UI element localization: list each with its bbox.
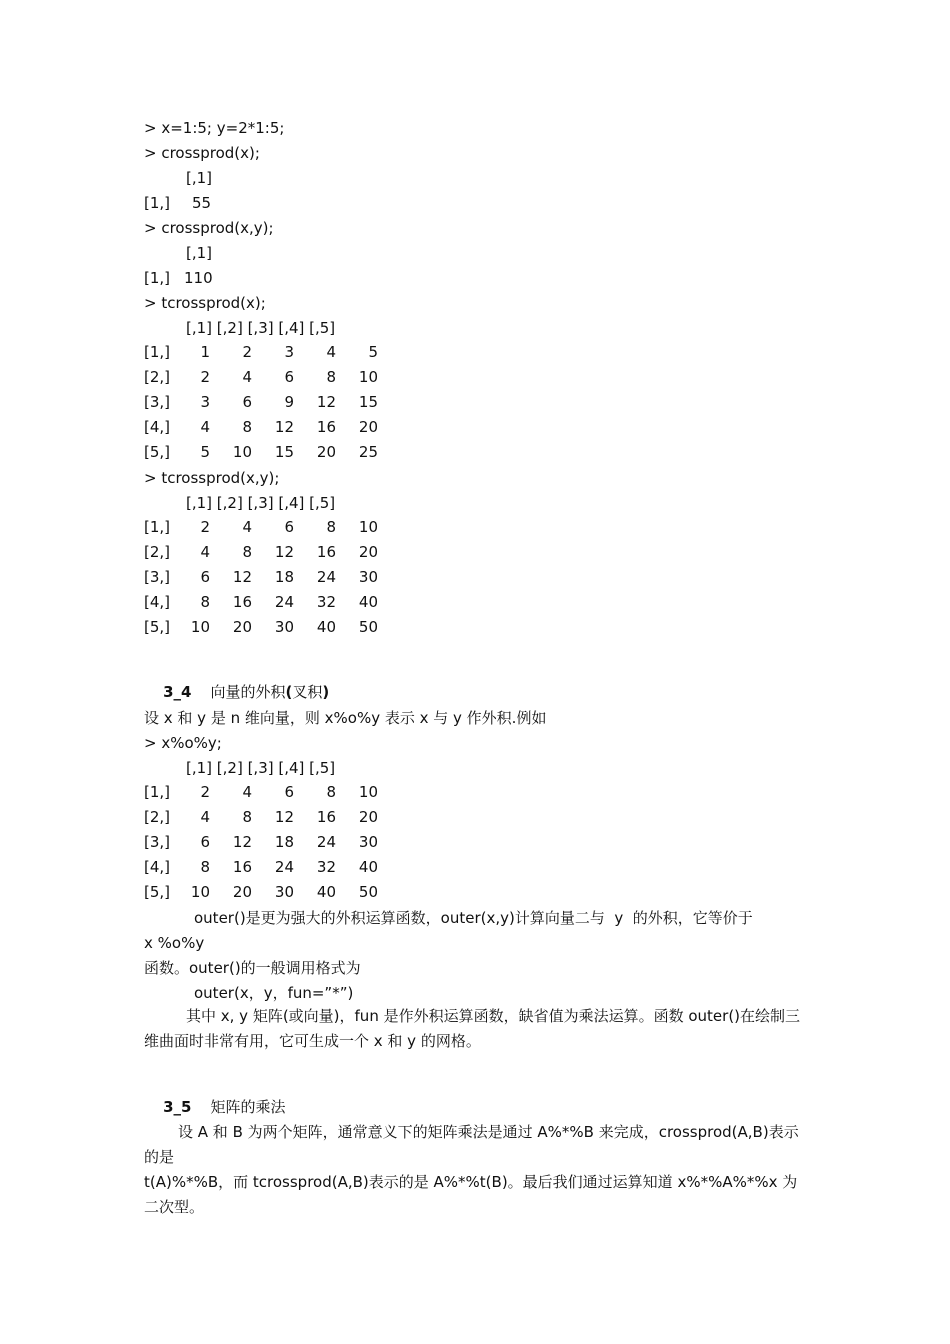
matrix-cell: 32 [316,858,336,876]
matrix-cell: 9 [284,393,294,411]
matrix-cell: 4 [200,808,210,826]
section-title: 矩阵的乘法 [210,1098,286,1116]
matrix-cell: 40 [316,618,336,636]
section-number: 3_4 [163,683,192,701]
matrix-cell: 20 [358,808,378,826]
matrix-cell: 5 [200,443,210,461]
matrix-cell: 12 [232,833,252,851]
matrix-header: [,1] [,2] [,3] [,4] [,5] [186,759,336,777]
matrix-cell: 16 [232,593,252,611]
matrix-cell: 10 [190,883,210,901]
matrix-cell: 32 [316,593,336,611]
matrix-cell: 8 [326,783,336,801]
code-line: > crossprod(x); [144,144,260,162]
matrix-row-label: [1,] [144,343,171,361]
paragraph: 其中 x, y 矩阵(或向量)，fun 是作外积运算函数，缺省值为乘法运算。函数 outer()在绘制三维曲面时非常有用，它可生成一个 x 和 y 的网格。 [144,1007,801,1050]
matrix-header: [,1] [186,244,213,262]
matrix-cell: 15 [274,443,294,461]
matrix-cell: 5 [368,343,378,361]
matrix-cell: 3 [284,343,294,361]
matrix-cell: 10 [358,783,378,801]
matrix-row-label: [3,] [144,568,171,586]
matrix-cell: 8 [326,518,336,536]
matrix-cell: 12 [274,418,294,436]
matrix-cell: 24 [316,833,336,851]
matrix-cell: 12 [232,568,252,586]
matrix-cell: 15 [358,393,378,411]
matrix-cell: 2 [200,368,210,386]
matrix-cell: 20 [358,418,378,436]
matrix-cell: 16 [316,543,336,561]
matrix-cell: 6 [242,393,252,411]
matrix-cell: 10 [232,443,252,461]
matrix-header: [,1] [186,169,213,187]
code-line: > x%o%y; [144,734,222,752]
matrix-row-label: [4,] [144,593,171,611]
section-heading-3-4: 3_4 向量的外积(叉积) [163,683,330,701]
matrix-row-label: [3,] [144,833,171,851]
matrix-cell: 25 [358,443,378,461]
matrix-row-label: [5,] [144,883,171,901]
matrix-value: 110 [184,269,213,287]
matrix-row-label: [5,] [144,618,171,636]
matrix-cell: 40 [316,883,336,901]
matrix-cell: 8 [242,808,252,826]
matrix-cell: 10 [190,618,210,636]
matrix-cell: 20 [358,543,378,561]
matrix-row-label: [1,] [144,194,171,212]
matrix-cell: 12 [316,393,336,411]
matrix-cell: 8 [326,368,336,386]
matrix-cell: 6 [284,518,294,536]
section-title: 向量的外积 [210,683,286,701]
matrix-cell: 4 [200,543,210,561]
matrix-cell: 16 [316,808,336,826]
matrix-cell: 24 [274,593,294,611]
matrix-cell: 40 [358,593,378,611]
code-line: outer(x，y，fun=”*”) [194,984,354,1002]
paragraph: 函数。outer()的一般调用格式为 [144,959,361,977]
matrix-cell: 8 [200,858,210,876]
matrix-cell: 20 [232,883,252,901]
paragraph: outer()是更为强大的外积运算函数，outer(x,y)计算向量二与 y 的外积，它等价于 [194,909,753,927]
matrix-cell: 6 [284,783,294,801]
matrix-cell: 4 [326,343,336,361]
paragraph: x %o%y [144,934,205,952]
code-line: > tcrossprod(x); [144,294,266,312]
matrix-cell: 8 [242,418,252,436]
matrix-cell: 6 [284,368,294,386]
matrix-row-label: [1,] [144,269,171,287]
paragraph: 设 A 和 B 为两个矩阵，通常意义下的矩阵乘法是通过 A%*%B 来完成，crossprod(A,B)表示的是 [144,1123,799,1166]
matrix-cell: 40 [358,858,378,876]
matrix-row-label: [1,] [144,518,171,536]
matrix-cell: 10 [358,368,378,386]
matrix-cell: 6 [200,568,210,586]
matrix-row-label: [2,] [144,368,171,386]
matrix-cell: 50 [358,618,378,636]
matrix-row-label: [2,] [144,543,171,561]
matrix-cell: 3 [200,393,210,411]
matrix-cell: 4 [200,418,210,436]
matrix-row-label: [2,] [144,808,171,826]
matrix-cell: 1 [200,343,210,361]
matrix-cell: 10 [358,518,378,536]
matrix-cell: 2 [242,343,252,361]
matrix-cell: 24 [316,568,336,586]
matrix-cell: 4 [242,783,252,801]
matrix-cell: 2 [200,783,210,801]
matrix-cell: 18 [274,833,294,851]
code-line: > x=1:5; y=2*1:5; [144,119,285,137]
matrix-cell: 18 [274,568,294,586]
matrix-cell: 20 [316,443,336,461]
code-line: > crossprod(x,y); [144,219,274,237]
paragraph: 设 x 和 y 是 n 维向量，则 x%o%y 表示 x 与 y 作外积.例如 [144,709,547,727]
matrix-row-label: [4,] [144,418,171,436]
matrix-header: [,1] [,2] [,3] [,4] [,5] [186,319,336,337]
matrix-cell: 2 [200,518,210,536]
matrix-cell: 50 [358,883,378,901]
matrix-row-label: [4,] [144,858,171,876]
matrix-cell: 12 [274,543,294,561]
code-line: > tcrossprod(x,y); [144,469,280,487]
section-number: 3_5 [163,1098,192,1116]
matrix-row-label: [3,] [144,393,171,411]
matrix-cell: 4 [242,518,252,536]
matrix-cell: 30 [358,568,378,586]
paragraph: t(A)%*%B，而 tcrossprod(A,B)表示的是 A%*%t(B)。最后我们通过运算知道 x%*%A%*%x 为二次型。 [144,1173,798,1216]
matrix-cell: 30 [358,833,378,851]
matrix-cell: 20 [232,618,252,636]
matrix-cell: 6 [200,833,210,851]
matrix-cell: 16 [316,418,336,436]
matrix-header: [,1] [,2] [,3] [,4] [,5] [186,494,336,512]
matrix-cell: 16 [232,858,252,876]
matrix-cell: 30 [274,883,294,901]
matrix-cell: 8 [200,593,210,611]
matrix-cell: 8 [242,543,252,561]
matrix-cell: 24 [274,858,294,876]
matrix-cell: 12 [274,808,294,826]
matrix-cell: 30 [274,618,294,636]
matrix-value: 55 [192,194,212,212]
matrix-row-label: [5,] [144,443,171,461]
matrix-cell: 4 [242,368,252,386]
matrix-row-label: [1,] [144,783,171,801]
